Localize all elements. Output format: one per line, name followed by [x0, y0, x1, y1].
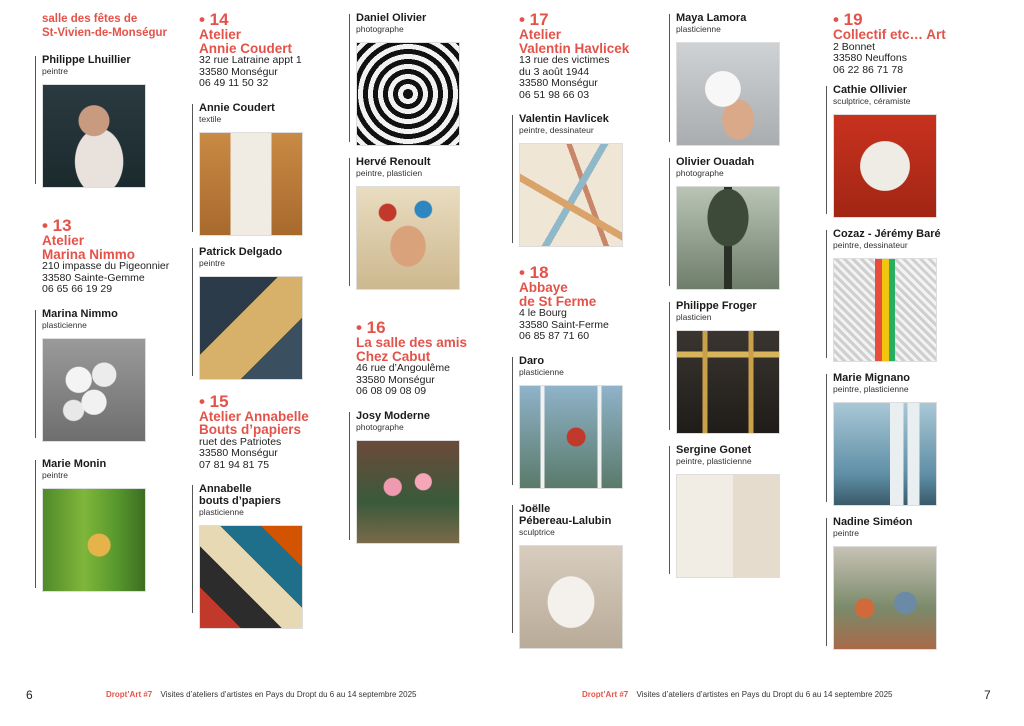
divider	[192, 104, 193, 232]
artist-name-line-2: bouts d’papiers	[199, 495, 281, 507]
artist-name: Nadine Siméon	[833, 516, 913, 528]
footer-text: Visites d’ateliers d’artistes en Pays du Dropt du 6 au 14 septembre 2025	[160, 690, 417, 699]
artist-role: peintre, plasticienne	[833, 384, 909, 394]
venue-address: du 3 août 1944	[519, 65, 590, 78]
venue-14	[199, 12, 349, 90]
artwork-image	[833, 258, 937, 362]
venue-address: 46 rue d’Angoulême	[356, 362, 450, 374]
artist-name: Annie Coudert	[199, 101, 275, 114]
artist-role: peintre, dessinateur	[833, 240, 908, 250]
artwork-image	[199, 525, 303, 629]
divider	[35, 310, 36, 438]
artist-name: Valentin Havlicek	[519, 113, 609, 125]
artist-maya-lamora	[676, 12, 826, 146]
artist-name: Marie Monin	[42, 457, 107, 470]
divider	[512, 357, 513, 485]
venue-phone: 06 08 09 08 09	[356, 385, 427, 397]
venue-address: 33580 Neuffons	[833, 52, 907, 64]
column-1	[42, 12, 192, 602]
artwork-image	[199, 132, 303, 236]
venue-name-line: St-Vivien-de-Monségur	[42, 27, 168, 39]
artwork-image	[676, 42, 780, 146]
artwork-image	[519, 385, 623, 489]
artist-name: Philippe Lhuillier	[42, 54, 131, 66]
venue-address: 32 rue Latraine appt 1	[199, 54, 302, 66]
venue-address: 33580 Saint-Ferme	[519, 318, 609, 331]
venue-15	[199, 391, 349, 472]
divider	[192, 485, 193, 613]
artist-role: plasticienne	[199, 507, 244, 517]
footer-left	[106, 690, 416, 699]
venue-st-vivien	[42, 12, 192, 40]
venue-16	[356, 320, 506, 398]
artist-role: peintre	[199, 257, 225, 268]
divider	[512, 115, 513, 243]
artist-role: sculptrice, céramiste	[833, 96, 911, 106]
artist-patrick-delgado	[199, 246, 349, 380]
artwork-image	[833, 114, 937, 218]
divider	[669, 158, 670, 286]
venue-address: 4 le Bourg	[519, 307, 567, 319]
artwork-image	[519, 545, 623, 649]
footer-brand: Dropt’Art #7	[106, 690, 153, 699]
venue-phone: 06 51 98 66 03	[519, 88, 590, 101]
venue-name-line: Valentin Havlicek	[519, 40, 630, 56]
artist-name: Cozaz - Jérémy Baré	[833, 228, 941, 240]
venue-name-line: Bouts d’papiers	[199, 422, 302, 437]
venue-address: ruet des Patriotes	[199, 435, 282, 448]
venue-number: • 18	[519, 263, 549, 282]
artist-role: photographe	[356, 24, 404, 34]
column-3	[356, 12, 506, 554]
divider	[349, 158, 350, 286]
artist-name: Joëlle	[519, 502, 551, 515]
artist-name: Hervé Renoult	[356, 156, 431, 168]
artist-role: plasticienne	[676, 24, 721, 34]
venue-phone: 07 81 94 81 75	[199, 458, 270, 471]
venue-address: 33580 Monségur	[199, 447, 278, 459]
divider	[826, 518, 827, 646]
artwork-image	[42, 488, 146, 592]
artwork-image	[676, 330, 780, 434]
artist-philippe-froger	[676, 300, 826, 434]
venue-name-line: de St Ferme	[519, 293, 597, 309]
artist-name: Marie Mignano	[833, 372, 911, 384]
artist-role: plasticien	[676, 312, 712, 322]
artist-philippe-lhuillier	[42, 54, 192, 188]
artist-joelle-pebereau-lalubin	[519, 503, 669, 649]
artist-daniel-olivier	[356, 12, 506, 146]
divider	[35, 56, 36, 184]
artwork-image	[833, 546, 937, 650]
venue-address: 13 rue des victimes	[519, 54, 610, 66]
artwork-image	[676, 186, 780, 290]
venue-name-line: Atelier	[199, 27, 242, 42]
venue-phone: 06 85 87 71 60	[519, 330, 590, 342]
divider	[349, 412, 350, 540]
artist-role: peintre, plasticienne	[676, 456, 752, 466]
venue-address: 210 impasse du Pigeonnier	[42, 260, 170, 272]
divider	[35, 460, 36, 588]
artist-role: textile	[199, 113, 222, 124]
venue-name-line: Annie Coudert	[199, 40, 292, 56]
artist-name: Philippe Froger	[676, 300, 757, 312]
venue-phone: 06 49 11 50 32	[199, 77, 269, 89]
venue-18	[519, 265, 669, 343]
artist-herve-renoult	[356, 156, 506, 290]
artist-role: peintre	[42, 469, 68, 480]
venue-phone: 06 65 66 19 29	[42, 283, 113, 295]
venue-number: • 13	[42, 216, 72, 235]
venue-number: • 19	[833, 10, 863, 29]
artwork-image	[833, 402, 937, 506]
artist-role: sculptrice	[519, 526, 555, 537]
divider	[669, 14, 670, 142]
divider	[192, 248, 193, 376]
artist-name: Daro	[519, 354, 545, 367]
artist-name: Marina Nimmo	[42, 307, 118, 320]
venue-phone: 06 22 86 71 78	[833, 63, 904, 76]
column-6	[833, 12, 983, 660]
venue-17	[519, 12, 669, 101]
artist-nadine-simeon	[833, 516, 983, 650]
divider	[512, 505, 513, 633]
artist-name: Cathie Ollivier	[833, 84, 907, 96]
artist-annabelle	[199, 483, 349, 629]
artist-name: Annabelle	[199, 483, 252, 495]
artist-sergine-gonet	[676, 444, 826, 578]
venue-13	[42, 218, 192, 296]
page-number-right: 7	[984, 688, 991, 702]
artist-role: photographe	[356, 421, 404, 432]
artist-role: plasticienne	[519, 366, 564, 377]
artist-annie-coudert	[199, 102, 349, 236]
artist-role: plasticienne	[42, 319, 87, 330]
artist-name: Josy Moderne	[356, 409, 430, 422]
venue-address: 33580 Monségur	[356, 373, 435, 386]
artwork-image	[676, 474, 780, 578]
footer-text: Visites d’ateliers d’artistes en Pays du Dropt du 6 au 14 septembre 2025	[636, 690, 893, 699]
artist-role: peintre, dessinateur	[519, 125, 594, 135]
artist-valentin-havlicek	[519, 113, 669, 247]
venue-name-line: salle des fêtes de	[42, 13, 138, 25]
page-number-left: 6	[26, 688, 33, 702]
divider	[349, 14, 350, 142]
divider	[826, 374, 827, 502]
artwork-image	[199, 276, 303, 380]
artwork-image	[42, 84, 146, 188]
venue-address: 33580 Sainte-Gemme	[42, 271, 145, 284]
artist-name: Sergine Gonet	[676, 444, 752, 456]
artist-name: Daniel Olivier	[356, 12, 427, 24]
artist-role: peintre	[42, 66, 68, 76]
artist-josy-moderne	[356, 410, 506, 544]
divider	[669, 302, 670, 430]
artist-name: Maya Lamora	[676, 12, 747, 24]
venue-number: • 16	[356, 318, 386, 337]
artist-cozaz-jeremy-bare	[833, 228, 983, 362]
venue-name-line: Collectif etc… Art	[833, 27, 946, 42]
footer-brand: Dropt’Art #7	[582, 690, 629, 699]
artist-cathie-ollivier	[833, 84, 983, 218]
footer-right	[582, 690, 892, 699]
venue-address: 33580 Monségur	[199, 65, 278, 78]
artist-daro	[519, 355, 669, 489]
artist-role: peintre, plasticien	[356, 168, 423, 178]
artist-name: Olivier Ouadah	[676, 156, 755, 168]
divider	[669, 446, 670, 574]
artwork-image	[356, 440, 460, 544]
artist-name-line-2: Pébereau-Lalubin	[519, 514, 612, 527]
column-5	[676, 12, 826, 588]
venue-address: 33580 Monségur	[519, 77, 598, 89]
venue-number: • 17	[519, 10, 549, 29]
divider	[826, 230, 827, 358]
venue-address: 2 Bonnet	[833, 40, 876, 53]
venue-19	[833, 12, 983, 76]
artwork-image	[519, 143, 623, 247]
venue-name-line: Atelier	[519, 27, 562, 42]
divider	[826, 86, 827, 214]
artist-marie-mignano	[833, 372, 983, 506]
artwork-image	[356, 42, 460, 146]
venue-name-line: Atelier	[42, 233, 85, 248]
venue-number: • 15	[199, 391, 229, 411]
artist-olivier-ouadah	[676, 156, 826, 290]
venue-name-line: La salle des amis	[356, 335, 468, 350]
venue-name-line: Chez Cabut	[356, 348, 431, 364]
venue-name-line: Abbaye	[519, 280, 568, 295]
column-4	[519, 12, 669, 659]
artwork-image	[42, 338, 146, 442]
artist-role: peintre	[833, 528, 859, 538]
artist-marie-monin	[42, 458, 192, 592]
venue-number: • 14	[199, 10, 229, 29]
venue-name-line: Marina Nimmo	[42, 246, 136, 262]
artist-marina-nimmo	[42, 308, 192, 442]
artist-role: photographe	[676, 168, 724, 178]
artwork-image	[356, 186, 460, 290]
artist-name: Patrick Delgado	[199, 245, 283, 258]
column-2	[199, 12, 349, 639]
venue-name-line: Atelier Annabelle	[199, 408, 309, 424]
